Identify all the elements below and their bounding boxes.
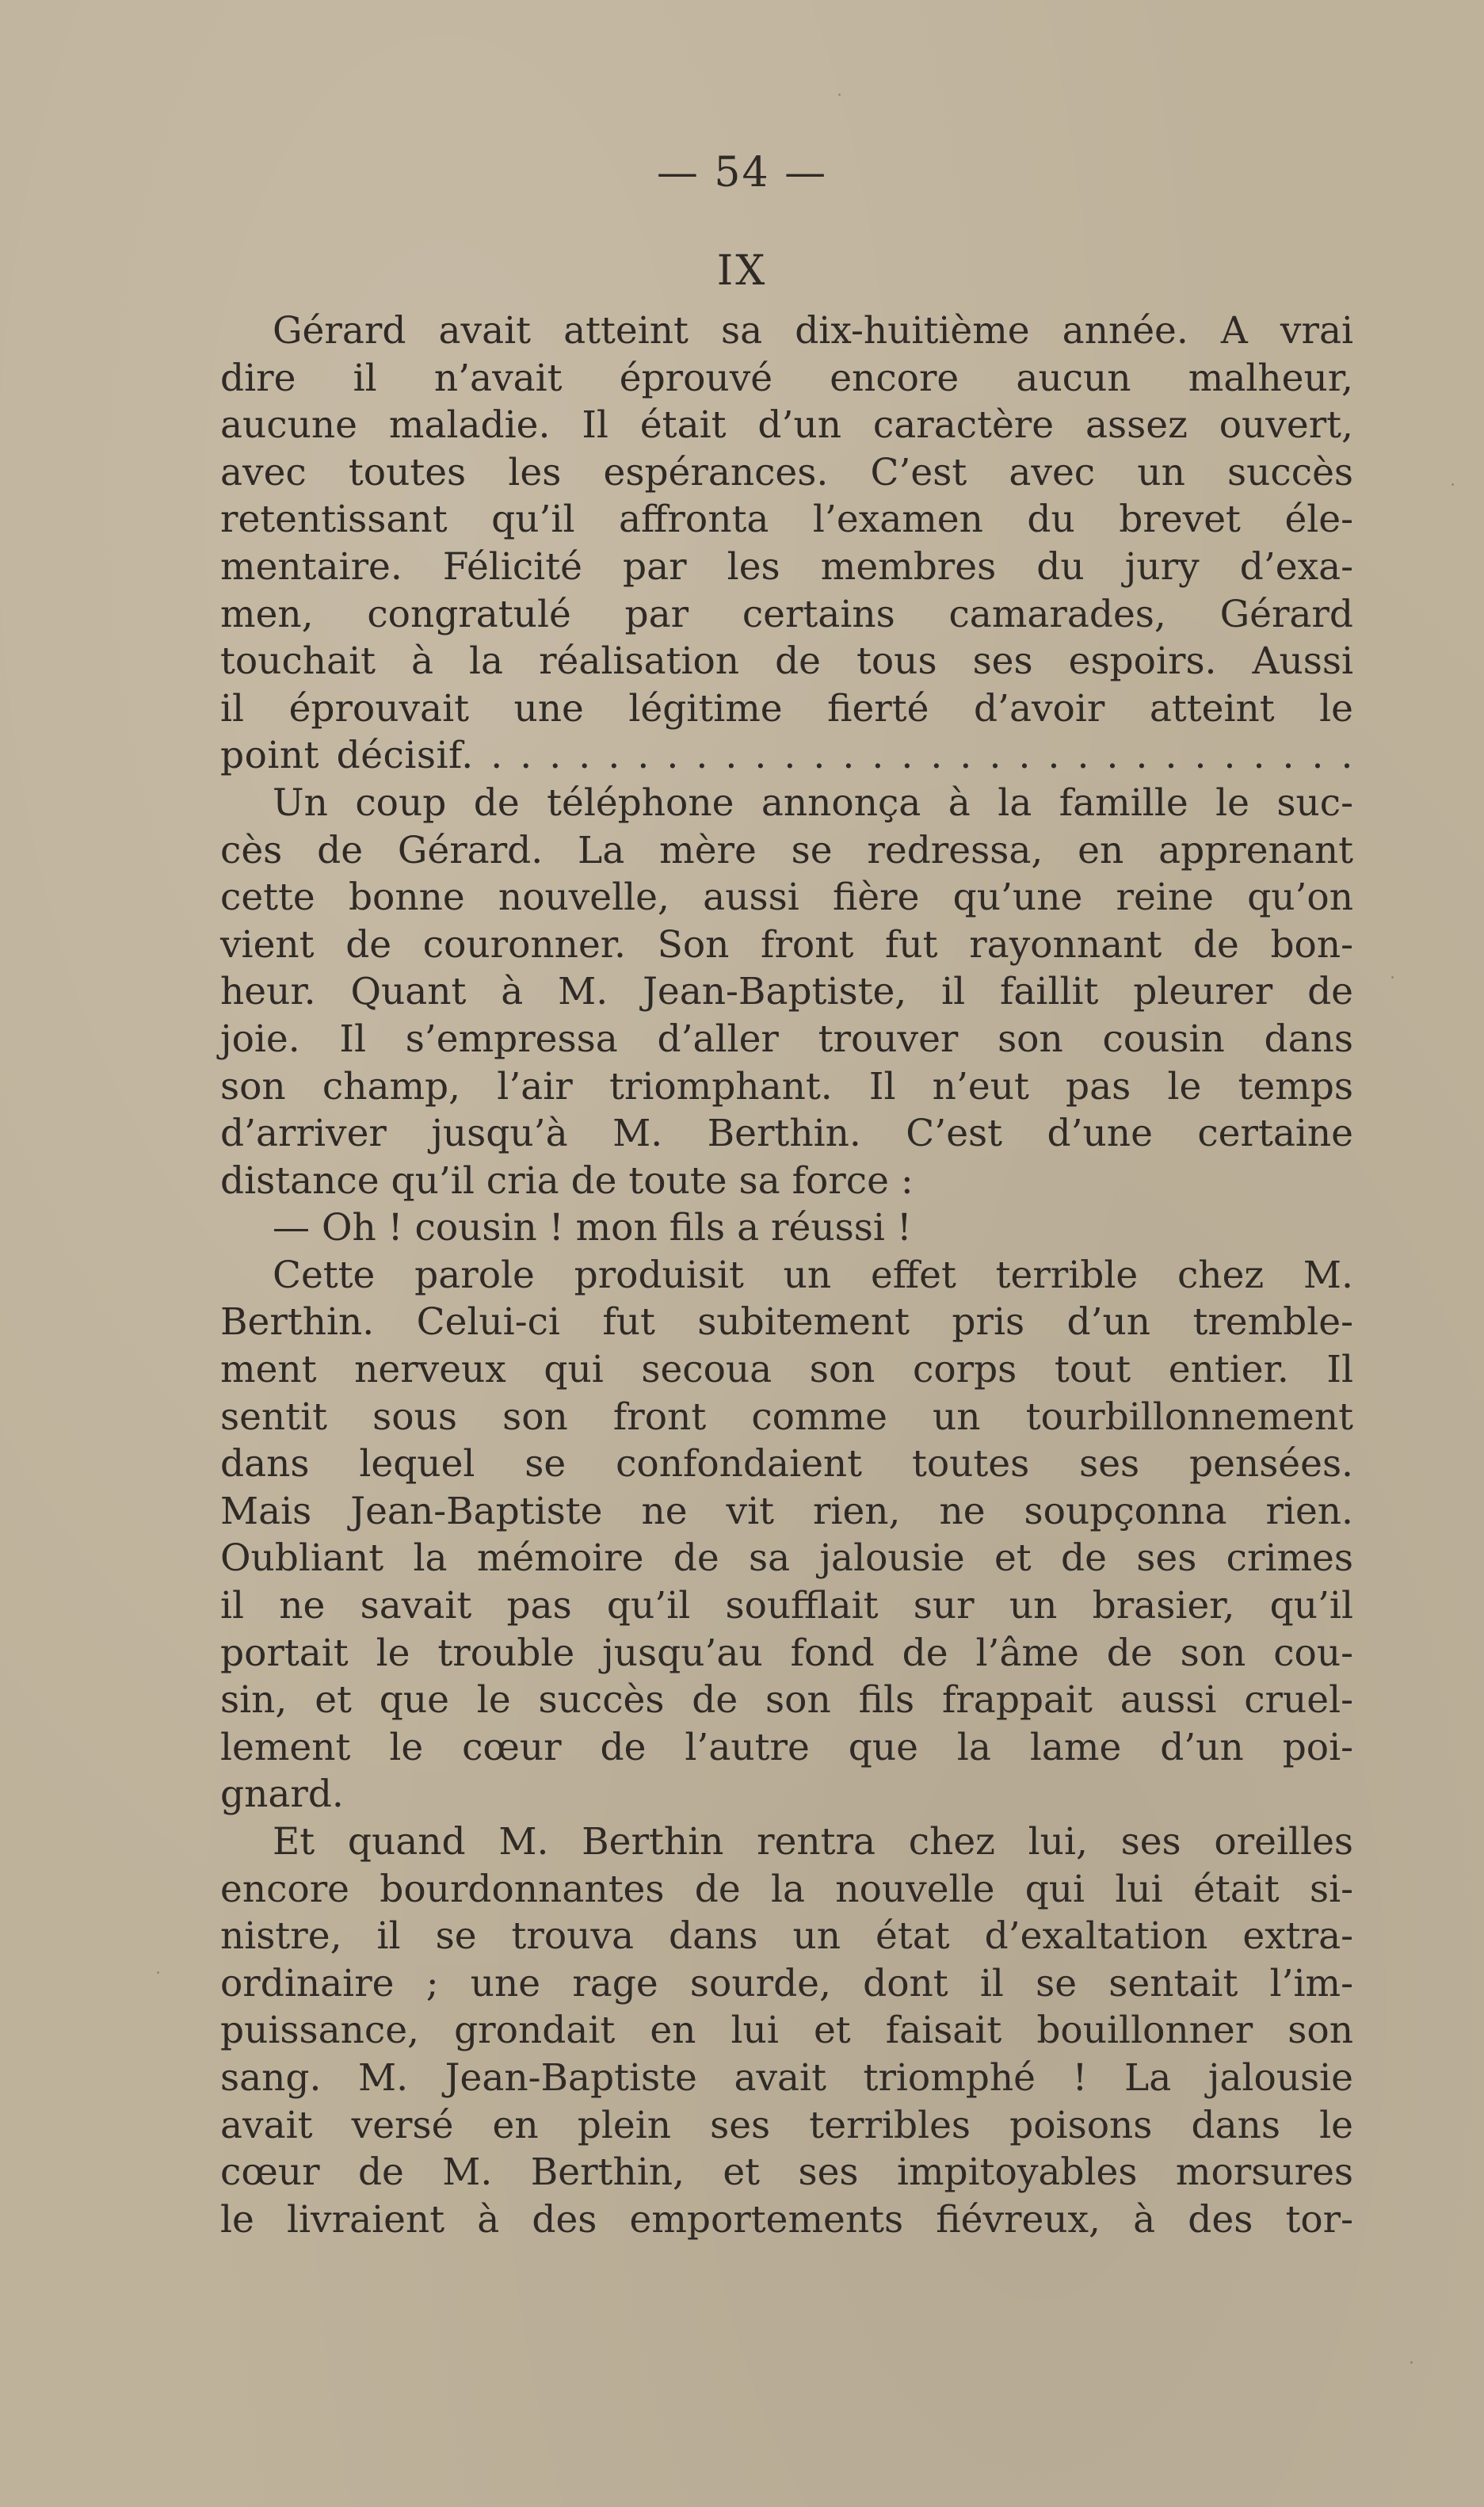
text-line: il ne savait pas qu’il soufflait sur un brasier, qu’il — [220, 1584, 1353, 1628]
text-line: Mais Jean-Baptiste ne vit rien, ne soupçonna rien. — [220, 1489, 1353, 1533]
text-line: cès de Gérard. La mère se redressa, en apprenant — [220, 828, 1353, 872]
text-line: le livraient à des emportements fiévreux, à des tor- — [220, 2197, 1353, 2242]
text-line: — Oh ! cousin ! mon fils a réussi ! — [273, 1206, 912, 1250]
text-line: avec toutes les espérances. C’est avec un succès — [220, 450, 1353, 494]
text-line: Un coup de téléphone annonça à la famille le suc- — [273, 780, 1353, 825]
text-line: son champ, l’air triomphant. Il n’eut pas le temps — [220, 1064, 1353, 1108]
text-line: point décisif. . . . . . . . . . . . . . . . . . . . . . . . . . . . . . . — [220, 734, 1353, 778]
text-line: men, congratulé par certains camarades, Gérard — [220, 592, 1353, 636]
chapter-title: IX — [716, 247, 768, 295]
text-line: heur. Quant à M. Jean-Baptiste, il faillit pleurer de — [220, 970, 1353, 1014]
text-line: il éprouvait une légitime fierté d’avoir atteint le — [220, 686, 1353, 731]
text-line: touchait à la réalisation de tous ses espoirs. Aussi — [220, 639, 1353, 684]
body-text — [220, 307, 1353, 2243]
text-line: Oubliant la mémoire de sa jalousie et de ses crimes — [220, 1536, 1353, 1581]
text-line: dans lequel se confondaient toutes ses pensées. — [220, 1442, 1353, 1486]
text-line: sentit sous son front comme un tourbillonnement — [220, 1395, 1353, 1439]
paper-speck — [838, 93, 841, 96]
text-line: retentissant qu’il affronta l’examen du brevet éle- — [220, 498, 1353, 542]
page-number: — 54 — — [656, 149, 828, 197]
text-line: sang. M. Jean-Baptiste avait triomphé ! La jalousie — [220, 2055, 1353, 2100]
text-line: vient de couronner. Son front fut rayonnant de bon- — [220, 922, 1353, 967]
text-line: distance qu’il cria de toute sa force : — [220, 1158, 914, 1203]
text-line: dire il n’avait éprouvé encore aucun malheur, — [220, 356, 1353, 400]
text-line: ordinaire ; une rage sourde, dont il se sentait l’im- — [220, 1961, 1353, 2005]
text-line: d’arriver jusqu’à M. Berthin. C’est d’une certaine — [220, 1112, 1353, 1156]
text-line: cœur de M. Berthin, et ses impitoyables morsures — [220, 2150, 1353, 2195]
paper-speck — [1391, 976, 1394, 979]
text-line: lement le cœur de l’autre que la lame d’un poi- — [220, 1725, 1353, 1769]
text-line: ment nerveux qui secoua son corps tout entier. Il — [220, 1348, 1353, 1392]
text-line: gnard. — [220, 1772, 344, 1817]
text-line: nistre, il se trouva dans un état d’exaltation extra- — [220, 1914, 1353, 1959]
text-line: Gérard avait atteint sa dix-huitième année. A vrai — [273, 309, 1353, 353]
paper-speck — [1410, 2361, 1413, 2364]
paper-speck — [1452, 483, 1454, 486]
text-line: joie. Il s’empressa d’aller trouver son cousin dans — [220, 1017, 1353, 1061]
text-line: aucune maladie. Il était d’un caractère assez ouvert, — [220, 403, 1353, 448]
text-line: mentaire. Félicité par les membres du jury d’exa- — [220, 544, 1353, 589]
text-line: Cette parole produisit un effet terrible chez M. — [273, 1253, 1353, 1297]
text-line: Berthin. Celui-ci fut subitement pris d’un tremble- — [220, 1300, 1353, 1345]
text-line: puissance, grondait en lui et faisait bouillonner son — [220, 2009, 1353, 2053]
text-line: Et quand M. Berthin rentra chez lui, ses oreilles — [273, 1820, 1353, 1864]
text-line: sin, et que le succès de son fils frappait aussi cruel- — [220, 1678, 1353, 1723]
text-line: encore bourdonnantes de la nouvelle qui lui était si- — [220, 1867, 1353, 1911]
text-line: avait versé en plein ses terribles poisons dans le — [220, 2103, 1353, 2147]
paper-speck — [157, 1971, 159, 1974]
text-line: portait le trouble jusqu’au fond de l’âme de son cou- — [220, 1631, 1353, 1675]
text-line: cette bonne nouvelle, aussi fière qu’une reine qu’on — [220, 876, 1353, 920]
